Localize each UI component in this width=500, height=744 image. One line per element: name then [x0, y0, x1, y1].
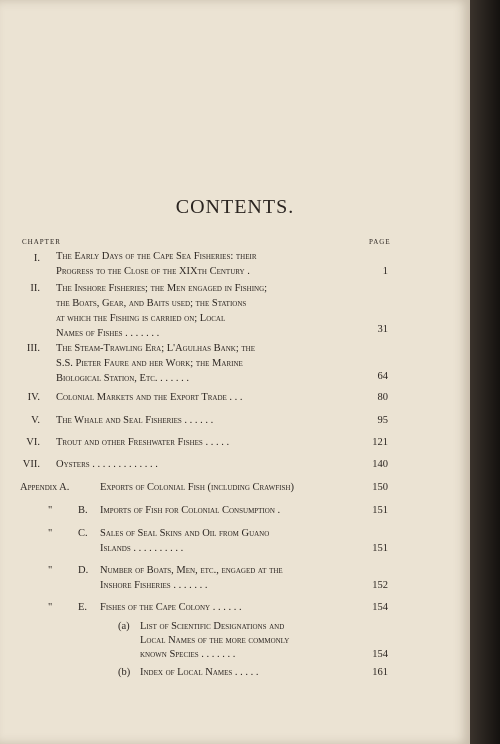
chapter-number: VII.: [22, 459, 40, 470]
page-number: 140: [372, 459, 388, 470]
page-number: 80: [377, 392, 388, 403]
chapter-title-line: Colonial Markets and the Export Trade . . .: [56, 392, 243, 403]
ditto-mark: ": [48, 565, 53, 576]
chapter-title-line: Oysters . . . . . . . . . . . . .: [56, 459, 158, 470]
sub-title-line: Local Names of the more commonly: [140, 635, 290, 646]
chapter-number: V.: [31, 415, 40, 426]
chapter-number: III.: [26, 343, 40, 354]
appendix-title-line: Islands . . . . . . . . . .: [100, 543, 184, 554]
page-number: 64: [377, 371, 388, 382]
appendix-letter: B.: [78, 505, 88, 516]
ditto-mark: ": [48, 528, 53, 539]
appendix-title-line: Imports of Fish for Colonial Consumption .: [100, 505, 281, 516]
page-number: 121: [372, 437, 388, 448]
chapter-title-line: Names of Fishes . . . . . . .: [56, 328, 160, 339]
chapter-title-line: S.S. Pieter Faure and her Work; the Marine: [56, 358, 243, 369]
page-header: PAGE: [369, 238, 391, 246]
sub-letter: (a): [118, 621, 130, 632]
ditto-mark: ": [48, 602, 53, 613]
chapter-number: VI.: [26, 437, 40, 448]
page-number: 161: [372, 667, 388, 678]
chapter-title-line: Biological Station, Etc. . . . . . .: [56, 373, 190, 384]
chapter-number: I.: [33, 253, 40, 264]
sub-title-line: List of Scientific Designations and: [140, 621, 285, 632]
sub-letter: (b): [118, 667, 131, 678]
appendix-letter: E.: [78, 602, 88, 613]
page-number: 150: [372, 482, 388, 493]
chapter-title-line: Trout and other Freshwater Fishes . . . . .: [56, 437, 230, 448]
page-number: 31: [377, 324, 388, 335]
chapter-title-line: the Boats, Gear, and Baits used; the Stations: [56, 298, 247, 309]
chapter-title-line: The Inshore Fisheries; the Men engaged in Fishing;: [56, 283, 268, 294]
chapter-title-line: The Steam-Trawling Era; L'Agulhas Bank; the: [56, 343, 255, 354]
chapter-header: CHAPTER: [22, 238, 61, 246]
chapter-number: II.: [30, 283, 40, 294]
appendix-title-line: Sales of Seal Skins and Oil from Guano: [100, 528, 270, 539]
ditto-mark: ": [48, 505, 53, 516]
sub-title-line: Index of Local Names . . . . .: [140, 667, 259, 678]
page-title: CONTENTS.: [175, 196, 295, 218]
book-edge: [470, 0, 500, 744]
chapter-title-line: Progress to the Close of the XIXth Century .: [56, 266, 250, 277]
appendix-title-line: Inshore Fisheries . . . . . . .: [100, 580, 208, 591]
appendix-title-line: Number of Boats, Men, etc., engaged at the: [100, 565, 283, 576]
appendix-title-line: Fishes of the Cape Colony . . . . . .: [100, 602, 242, 613]
page-number: 151: [372, 505, 388, 516]
chapter-number: IV.: [27, 392, 40, 403]
page-number: 95: [377, 415, 388, 426]
page-number: 154: [372, 602, 388, 613]
appendix-title-line: Exports of Colonial Fish (including Crawfish): [100, 482, 294, 493]
chapter-title-line: The Whale and Seal Fisheries . . . . . .: [56, 415, 214, 426]
chapter-title-line: at which the Fishing is carried on; Local: [56, 313, 226, 324]
page-number: 1: [382, 266, 388, 277]
appendix-letter: C.: [78, 528, 88, 539]
page-number: 151: [372, 543, 388, 554]
sub-title-line: known Species . . . . . . .: [140, 649, 236, 660]
page-number: 154: [372, 649, 388, 660]
appendix-label: Appendix A.: [20, 482, 70, 493]
appendix-letter: D.: [78, 565, 89, 576]
chapter-title-line: The Early Days of the Cape Sea Fisheries: their: [56, 251, 257, 262]
page-number: 152: [372, 580, 388, 591]
